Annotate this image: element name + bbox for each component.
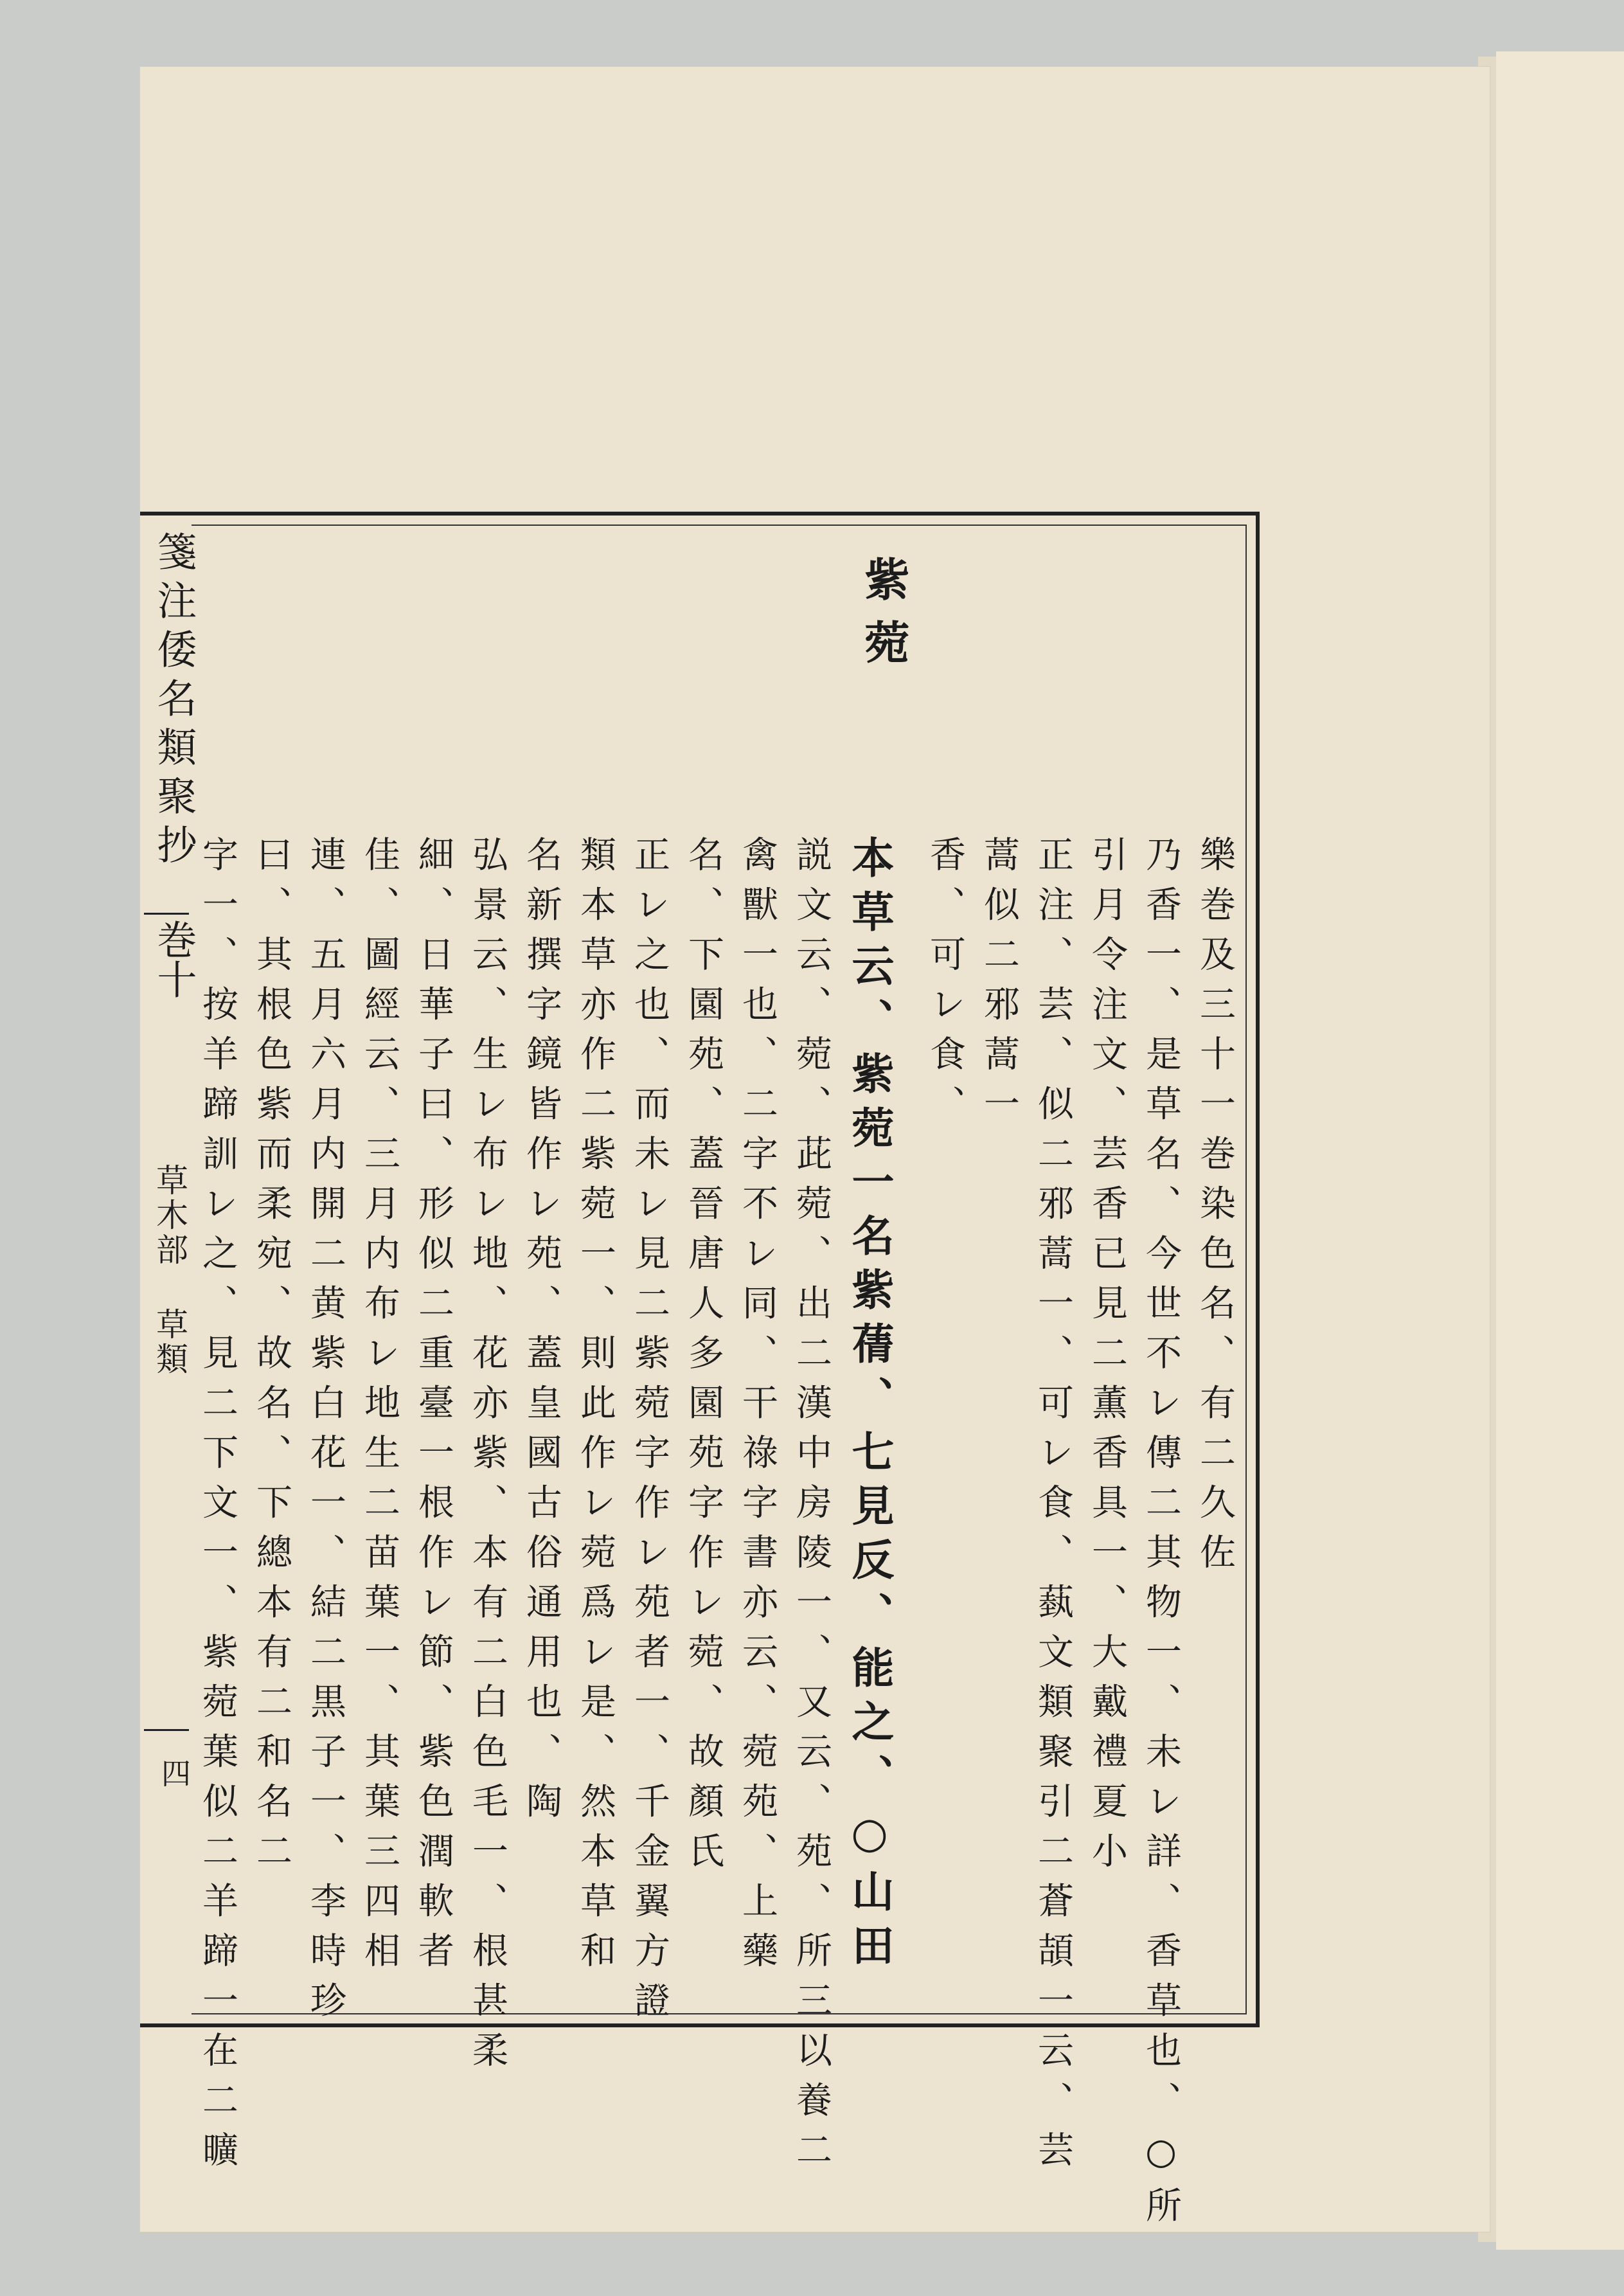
text-column: 細、日華子曰、形似二重臺一根作レ節、紫色潤軟者	[413, 836, 454, 1982]
next-page	[1496, 51, 1624, 2250]
text-column: 弘景云、生レ布レ地、花亦紫、本有二白色毛一、根甚柔	[467, 836, 508, 2081]
text-column: 禽獸一也、二字不レ同、干祿字書亦云、菀苑、上藥	[736, 836, 778, 1982]
text-column: 字一、按羊蹄訓レ之、見二下文一、紫菀葉似二羊蹄一在二曠	[197, 836, 238, 2181]
text-column: 正注、芸、似二邪蒿一、可レ食、蓺文類聚引二蒼頡一云、芸	[1032, 836, 1074, 2181]
entry-heading: 紫菀	[857, 556, 911, 682]
margin-separator	[144, 913, 189, 915]
text-column: 名、下園苑、蓋晉唐人多園苑字作レ菀、故顏氏	[683, 836, 724, 1882]
text-column: 引月令注文、芸香已見二薫香具一、大戴禮夏小	[1086, 836, 1128, 1882]
text-column: 説文云、菀、茈菀、出二漢中房陵一、又云、苑、所三以養二	[790, 836, 832, 2181]
text-column: 佳、圖經云、三月内布レ地生二苗葉一、其葉三四相	[359, 836, 400, 1982]
text-column: 名新撰字鏡皆作レ苑、蓋皇國古俗通用也、陶	[521, 836, 562, 1832]
book-title: 箋注倭名類聚抄	[150, 531, 197, 873]
text-column: 曰、其根色紫而柔宛、故名、下總本有二和名二	[251, 836, 292, 1882]
text-column: 正レ之也、而未レ見二紫菀字作レ苑者一、千金翼方證	[629, 836, 670, 2031]
page-number: 四	[157, 1758, 192, 1788]
text-column: 本草云、紫菀一名紫蒨、七見反、能之、○山田	[844, 836, 895, 1977]
text-column: 類本草亦作二紫菀一、則此作レ菀爲レ是、然本草和	[575, 836, 616, 1982]
text-column: 樂巻及三十一巻染色名、有二久佐	[1194, 836, 1236, 1583]
category-label: 草木部 草類	[151, 1163, 188, 1377]
text-column: 蒿似二邪蒿一	[978, 836, 1020, 1135]
volume-label: 巻十	[150, 919, 197, 999]
text-column: 連、五月六月内開二黄紫白花一、結二黒子一、李時珍	[305, 836, 346, 2031]
text-column: 香、可レ食、	[924, 836, 966, 1135]
margin-separator-2	[144, 1729, 189, 1731]
text-column: 乃香一、是草名、今世不レ傳二其物一、未レ詳、香草也、○所	[1140, 836, 1182, 2236]
